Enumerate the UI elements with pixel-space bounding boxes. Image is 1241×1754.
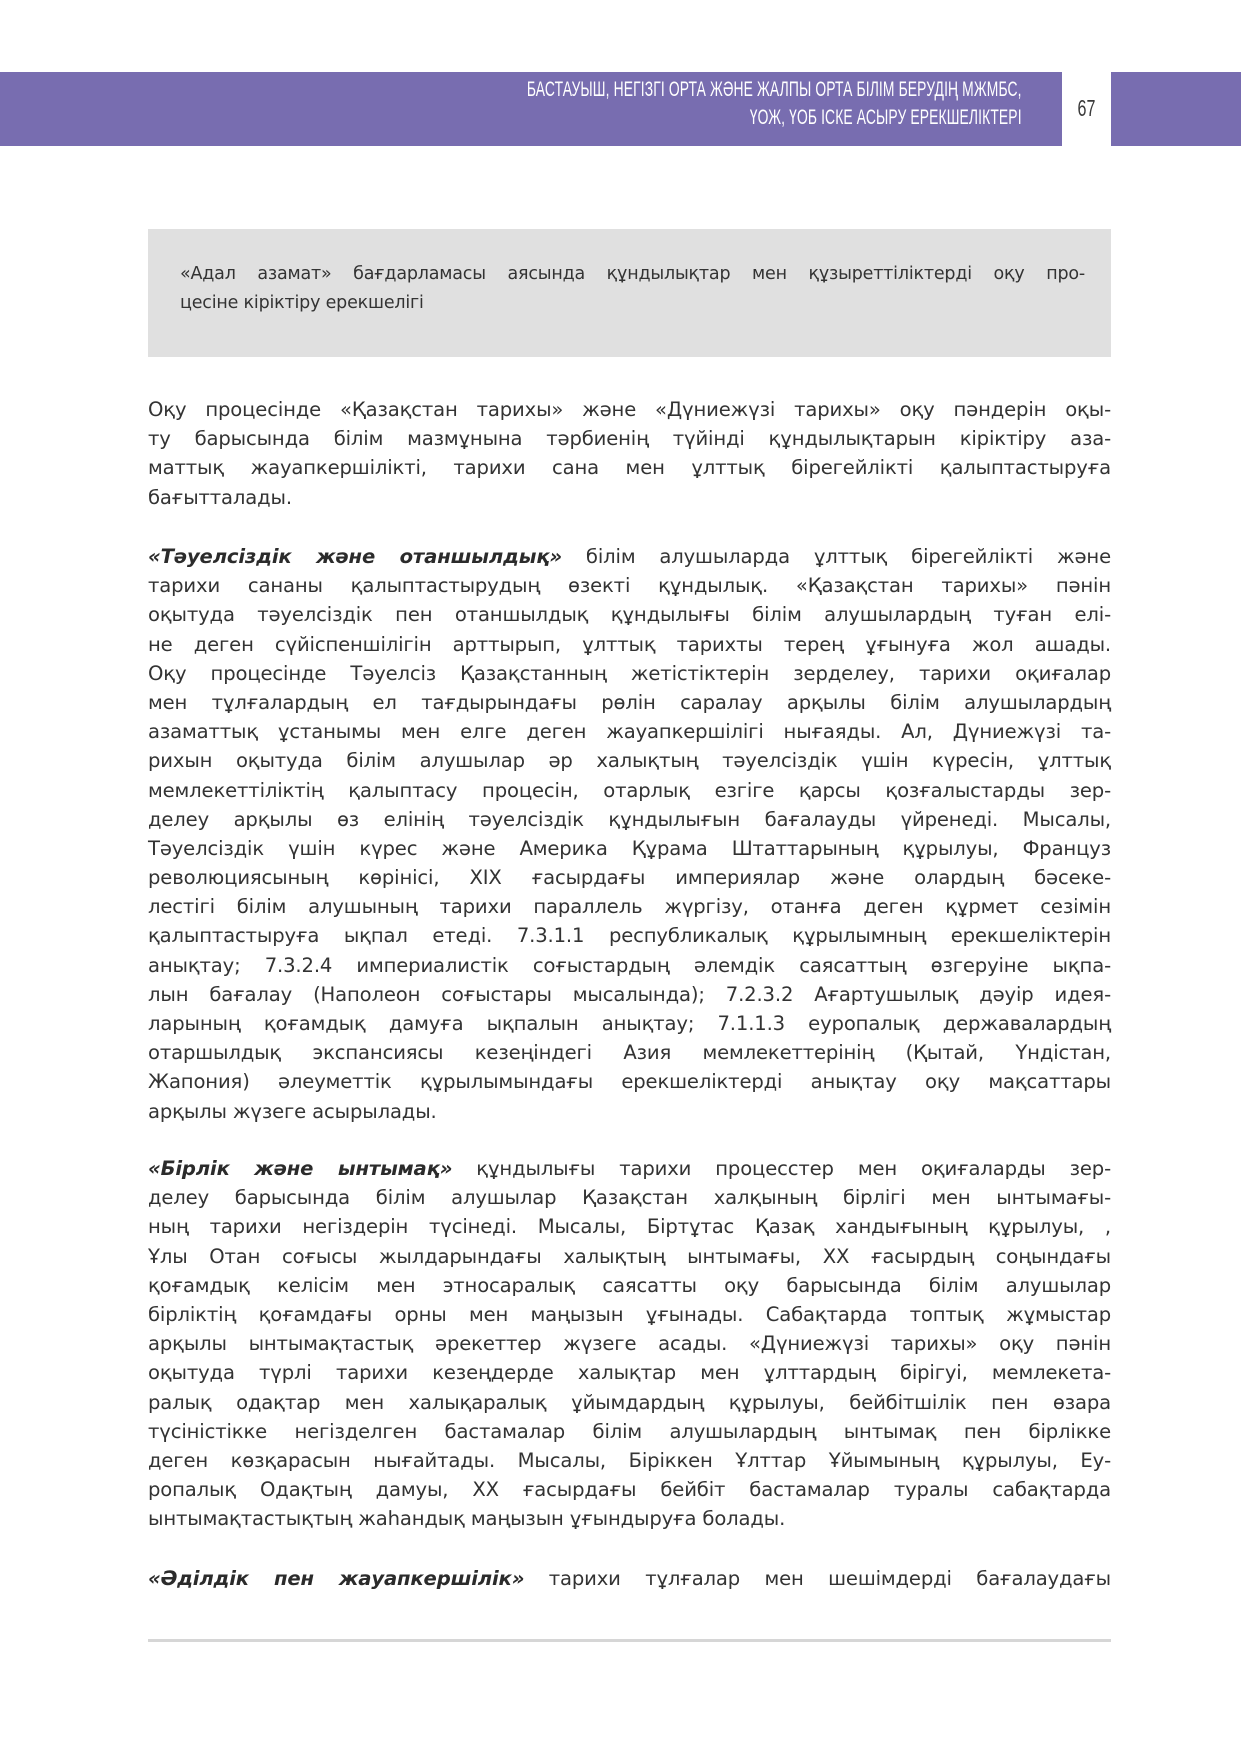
text-line: Оқу процесінде «Қазақстан тарихы» және «Дүниежүзі тарихы» оқу пәндерін оқы- bbox=[148, 398, 1111, 421]
text-line: рихын оқытуда білім алушылар әр халықтың тәуелсіздік үшін күресін, ұлттық bbox=[148, 749, 1111, 773]
text-line: азаматтық ұстанымы мен елге деген жауапкершілігі нығаяды. Ал, Дүниежүзі та- bbox=[148, 720, 1111, 744]
text-line: мен тұлғалардың ел тағдырындағы рөлін саралау арқылы білім алушылардың bbox=[148, 690, 1111, 714]
text-line: не деген сүйіспеншілігін арттырып, ұлттық тарихты терең ұғынуға жол ашады. bbox=[148, 632, 1111, 656]
text-line: Жапония) әлеуметтік құрылымындағы ерекшеліктерді анықтау оқу мақсаттары bbox=[148, 1070, 1111, 1094]
text-line: арқылы ынтымақтастық әрекеттер жүзеге асады. «Дүниежүзі тарихы» оқу пәнін bbox=[148, 1332, 1111, 1356]
text-line: ынтымақтастықтың жаһандық маңызын ұғындыруға болады. bbox=[148, 1507, 786, 1531]
text-line: ларының қоғамдық дамуға ықпалын анықтау; 7.1.1.3 еуропалық державалардың bbox=[148, 1012, 1111, 1035]
footer-divider bbox=[148, 1639, 1111, 1642]
text-line: бірліктің қоғамдағы орны мен маңызын ұғынады. Сабақтарда топтық жұмыстар bbox=[148, 1302, 1111, 1326]
text-fragment: білім алушыларда ұлттық бірегейлікті және bbox=[562, 545, 1111, 568]
text-line: революциясының көрінісі, XIX ғасырдағы империялар және олардың бәсеке- bbox=[148, 866, 1111, 890]
text-line: оқытуда тәуелсіздік пен отаншылдық құндылығы білім алушылардың туған елі- bbox=[148, 603, 1111, 627]
text-line: Оқу процесінде Тәуелсіз Қазақстанның жетістіктерін зерделеу, тарихи оқиғалар bbox=[148, 661, 1111, 685]
page-number: 67 bbox=[1077, 95, 1096, 121]
text-line: лын бағалау (Наполеон соғыстары мысалында); 7.2.3.2 Ағартушылық дәуір идея- bbox=[148, 982, 1111, 1006]
text-line: маттық жауапкершілікті, тарихи сана мен ұлттық бірегейлікті қалыптастыруға bbox=[148, 456, 1111, 480]
callout-line: цесіне кіріктіру ерекшелігі bbox=[180, 293, 424, 314]
text-line: мемлекеттіліктің қалыптасу процесін, отарлық езгіге қарсы қозғалыстарды зер- bbox=[148, 778, 1111, 802]
text-line: делеу барысында білім алушылар Қазақстан халқының бірлігі мен ынтымағы- bbox=[148, 1186, 1111, 1210]
body-paragraph-intro bbox=[148, 395, 1111, 512]
text-line: лестігі білім алушының тарихи параллель жүргізу, отанға деген құрмет сезімін bbox=[148, 895, 1111, 919]
paragraph-lead-term: «Бірлік және ынтымақ» bbox=[148, 1157, 453, 1180]
text-fragment: құндылығы тарихи процесстер мен оқиғаларды зер- bbox=[452, 1157, 1111, 1180]
callout-text bbox=[180, 260, 1085, 318]
text-line: ту барысында білім мазмұнына тәрбиенің түйінді құндылықтарын кіріктіру аза- bbox=[148, 427, 1111, 451]
running-header-line-1: БАСТАУЫШ, НЕГІЗГІ ОРТА ЖӘНЕ ЖАЛПЫ ОРТА БІЛІМ БЕРУДІҢ МЖМБС, bbox=[527, 78, 1022, 101]
body-paragraph-justice bbox=[148, 1564, 1111, 1593]
running-header-line-2: ҮОЖ, ҮОБ ІСКЕ АСЫРУ ЕРЕКШЕЛІКТЕРІ bbox=[750, 106, 1022, 129]
text-line: деген көзқарасын нығайтады. Мысалы, Біріккен Ұлттар Ұйымының құрылуы, Еу- bbox=[148, 1448, 1111, 1472]
section-callout-box bbox=[148, 229, 1111, 357]
header-band-right-block bbox=[1111, 72, 1241, 146]
body-paragraph-independence bbox=[148, 542, 1111, 1126]
text-line bbox=[148, 1564, 1111, 1593]
text-line: тарихи сананы қалыптастырудың өзекті құндылық. «Қазақстан тарихы» пәнін bbox=[148, 574, 1111, 598]
callout-line: «Адал азамат» бағдарламасы аясында құндылықтар мен құзыреттіліктерді оқу про- bbox=[180, 264, 1085, 284]
text-line bbox=[148, 542, 1111, 571]
text-fragment: тарихи тұлғалар мен шешімдерді бағалаудағы bbox=[524, 1567, 1111, 1590]
text-line: Ұлы Отан соғысы жылдарындағы халықтың ынтымағы, XX ғасырдың соңындағы bbox=[148, 1244, 1111, 1268]
text-line: отаршылдық экспансиясы кезеңіндегі Азия мемлекеттерінің (Қытай, Үндістан, bbox=[148, 1041, 1111, 1065]
text-line: қоғамдық келісім мен этносаралық саясатты оқу барысында білім алушылар bbox=[148, 1273, 1111, 1297]
paragraph-lead-term: «Тәуелсіздік және отаншылдық» bbox=[148, 545, 562, 568]
body-paragraph-unity bbox=[148, 1154, 1111, 1533]
text-line: түсіністікке негізделген бастамалар білім алушылардың ынтымақ пен бірлікке bbox=[148, 1419, 1111, 1443]
text-line: бағытталады. bbox=[148, 485, 292, 509]
text-line: ның тарихи негіздерін түсінеді. Мысалы, Біртұтас Қазақ хандығының құрылуы, , bbox=[148, 1215, 1111, 1239]
text-line: Тәуелсіздік үшін күрес және Америка Құрама Штаттарының құрылуы, Француз bbox=[148, 836, 1111, 860]
text-line: оқытуда түрлі тарихи кезеңдерде халықтар мен ұлттардың бірігуі, мемлекета- bbox=[148, 1361, 1111, 1385]
text-line: анықтау; 7.3.2.4 империалистік соғыстардың әлемдік саясаттың өзгеруіне ықпа- bbox=[148, 953, 1111, 977]
text-line: қалыптастыруға ықпал етеді. 7.3.1.1 республикалық құрылымның ерекшеліктерін bbox=[148, 924, 1111, 948]
text-line: делеу арқылы өз елінің тәуелсіздік құндылығын бағалауды үйренеді. Мысалы, bbox=[148, 807, 1111, 831]
text-line: ропалық Одақтың дамуы, XX ғасырдағы бейбіт бастамалар туралы сабақтарда bbox=[148, 1478, 1111, 1502]
text-line: ралық одақтар мен халықаралық ұйымдардың құрылуы, бейбітшілік пен өзара bbox=[148, 1390, 1111, 1414]
text-line bbox=[148, 1154, 1111, 1183]
paragraph-lead-term: «Әділдік пен жауапкершілік» bbox=[148, 1567, 525, 1590]
text-line: арқылы жүзеге асырылады. bbox=[148, 1099, 437, 1123]
running-header-title bbox=[527, 76, 1022, 132]
